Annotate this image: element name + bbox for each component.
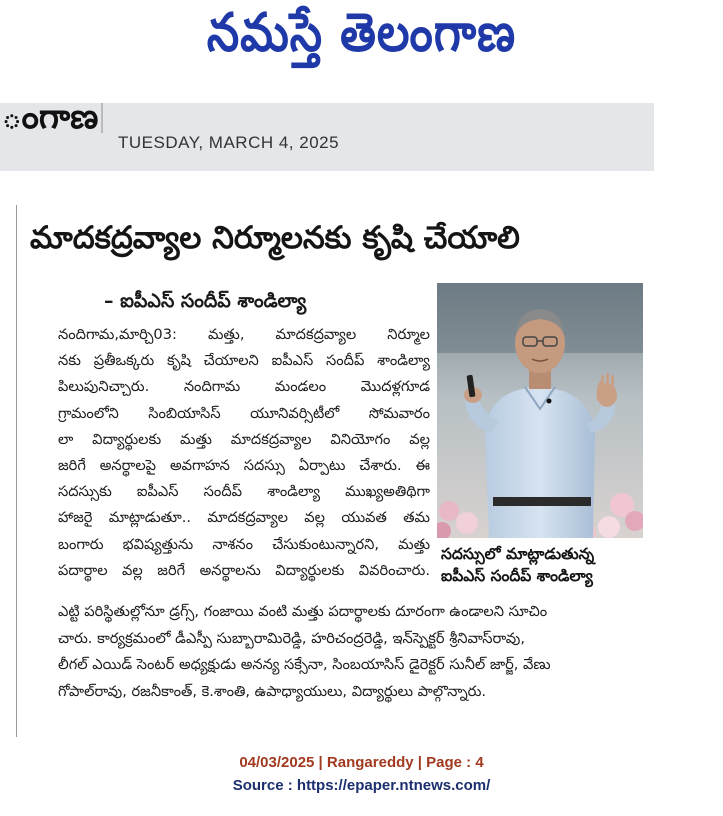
edition-date-band (0, 97, 654, 171)
edition-logo-fragment: ంగాణ (2, 97, 99, 137)
photo-caption-line: సదస్సులో మాట్లాడుతున్న (441, 545, 595, 563)
masthead-title: నమస్తే తెలంగాణ (206, 1, 517, 64)
body-line: నందిగామ,మార్చి03: మత్తు, మాదకద్రవ్యాల నిర్మూల (58, 326, 430, 343)
body-line: నకు ప్రతీఒక్కరు కృషి చేయాలని ఐపీఎస్ సందీప్ శాండిల్యా (58, 352, 430, 370)
body-line: చారు. కార్యక్రమంలో డీఎస్పీ సుబ్బారామిరెడ్డి, హరిచంద్రరెడ్డి, ఇన్‌స్పెక్టర్ శ్రీనివాస్‌రావు, (58, 629, 525, 647)
article-byline: – ఐపీఎస్‌ సందీప్‌ శాండిల్యా (104, 290, 307, 312)
article-body-full-width (58, 599, 551, 705)
body-line: సదస్సుకు ఐపీఎస్ సందీప్ శాండిల్యా ముఖ్యఅతిథిగా (58, 483, 430, 501)
body-line: లా విద్యార్థులకు మత్తు మాదకద్రవ్యాల వినియోగం వల్ల (58, 430, 430, 448)
body-line: పిలుపునిచ్చారు. నందిగామ మండలం మొదళ్లగూడ (58, 378, 430, 396)
article-body-column (58, 322, 430, 584)
body-line: బంగారు భవిష్యత్తును నాశనం చేసుకుంటున్నారని, మత్తు (58, 535, 430, 553)
body-line: హాజరై మాట్లాడుతూ.. మాదకద్రవ్యాల వల్ల యువత తమ (58, 509, 430, 527)
clipping-footer (0, 751, 723, 797)
article-headline: మాదకద్రవ్యాల నిర్మూలనకు కృషి చేయాలి (30, 220, 520, 256)
masthead (0, 0, 723, 70)
footer-date-edition-page: 04/03/2025 | Rangareddy | Page : 4 (239, 754, 484, 771)
body-line: జరిగే అనర్థాలపై అవగాహన సదస్సు ఏర్పాటు చేశారు. ఈ (58, 457, 430, 475)
photo-caption (441, 543, 651, 587)
edition-date: TUESDAY, MARCH 4, 2025 (118, 133, 340, 152)
article-left-rule (16, 205, 17, 737)
body-line: గ్రామంలోని సింబియాసిస్ యూనివర్సిటీలో సోమవారం (58, 404, 430, 422)
body-line: ఎట్టి పరిస్థితుల్లోనూ డ్రగ్స్, గంజాయి వంటి మత్తు పదార్థాలకు దూరంగా ఉండాలని సూచిం (58, 603, 548, 620)
body-line: లీగల్ ఎయిడ్ సెంటర్ అధ్యక్షుడు అనన్య సక్సేనా, సింబయాసిస్ డైరెక్టర్ సునీల్ జార్జ్, వేణు (58, 656, 551, 674)
body-line: పదార్థాల వల్ల జరిగే అనర్థాలను విద్యార్థులకు వివరించారు. (58, 561, 430, 579)
speaker-photo (437, 283, 643, 538)
body-line: గోపాల్‌రావు, రజనీకాంత్, కె.శాంతి, ఉపాధ్యాయులు, విద్యార్థులు పాల్గొన్నారు. (58, 682, 487, 700)
photo-caption-line: ఐపీఎస్ సందీప్ శాండిల్యా (441, 567, 593, 585)
date-band-divider (101, 103, 103, 133)
footer-source-link[interactable]: Source : https://epaper.ntnews.com/ (232, 777, 491, 794)
